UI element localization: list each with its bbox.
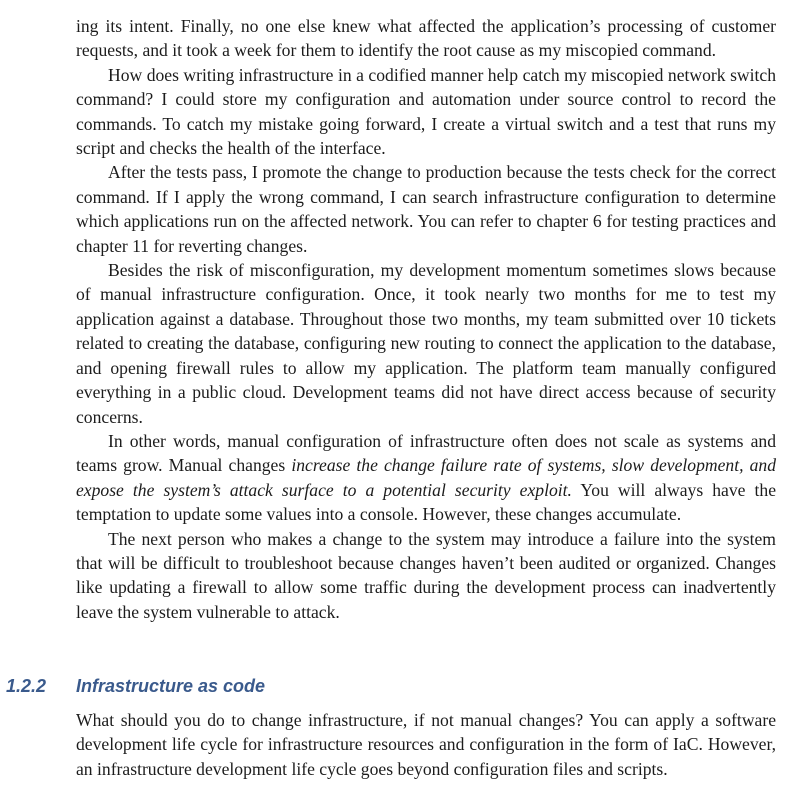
paragraph-2: How does writing infrastructure in a codified manner help catch my miscopied network switch command? I could store my configuration and automation under source control to record the commands. To catch my mistake going forward, I create a virtual switch and a test that runs my script and checks the health of the interface. [76, 64, 776, 159]
paragraph-3: After the tests pass, I promote the change to production because the tests check for the correct command. If I apply the wrong command, I can search infrastructure configuration to determine which applications run on the affected network. You can refer to chapter 6 for testing practices and chapter 11 for reverting changes. [76, 162, 776, 256]
paragraph-5-start: In other words, manual configuration of infrastructure often does not scale as systems and teams grow. Manual changes [76, 430, 776, 476]
paragraph-5-end: You will always have the temptation to update some values into a console. However, these changes accumulate. [76, 479, 776, 525]
section-number: 1.2.2 [6, 676, 47, 696]
paragraph-5-emphasis: increase the change failure rate of systems, slow development, and expose the system’s attack surface to a potential security exploit. [76, 455, 777, 500]
section-paragraph: What should you do to change infrastructure, if not manual changes? You can apply a software development life cycle for infrastructure resources and configuration in the form of IaC. However, an infrastructure development life cycle goes beyond configuration files and scripts. [76, 710, 776, 779]
section-title: Infrastructure as code [76, 676, 266, 696]
section-heading [6, 676, 265, 697]
paragraph-4: Besides the risk of misconfiguration, my development momentum sometimes slows because of manual infrastructure configuration. Once, it took nearly two months for me to test my application against a database. Throughout those two months, my team submitted over 10 tickets related to creating the database, configuring new routing to connect the application to the database, and opening firewall rules to allow my application. The platform team manually configured everything in a public cloud. Development teams did not have direct access because of security concerns. [76, 260, 776, 427]
body-text [76, 14, 776, 624]
paragraph-6: The next person who makes a change to the system may introduce a failure into the system that will be difficult to troubleshoot because changes haven’t been audited or organized. Changes like updating a firewall to allow some traffic during the development process can inadvertently leave the system vulnerable to attack. [76, 528, 776, 622]
paragraph-1: ing its intent. Finally, no one else knew what affected the application’s processing of customer requests, and it took a week for them to identify the root cause as my miscopied command. [76, 16, 776, 61]
section-body [76, 708, 776, 781]
paragraph-5 [76, 429, 776, 527]
